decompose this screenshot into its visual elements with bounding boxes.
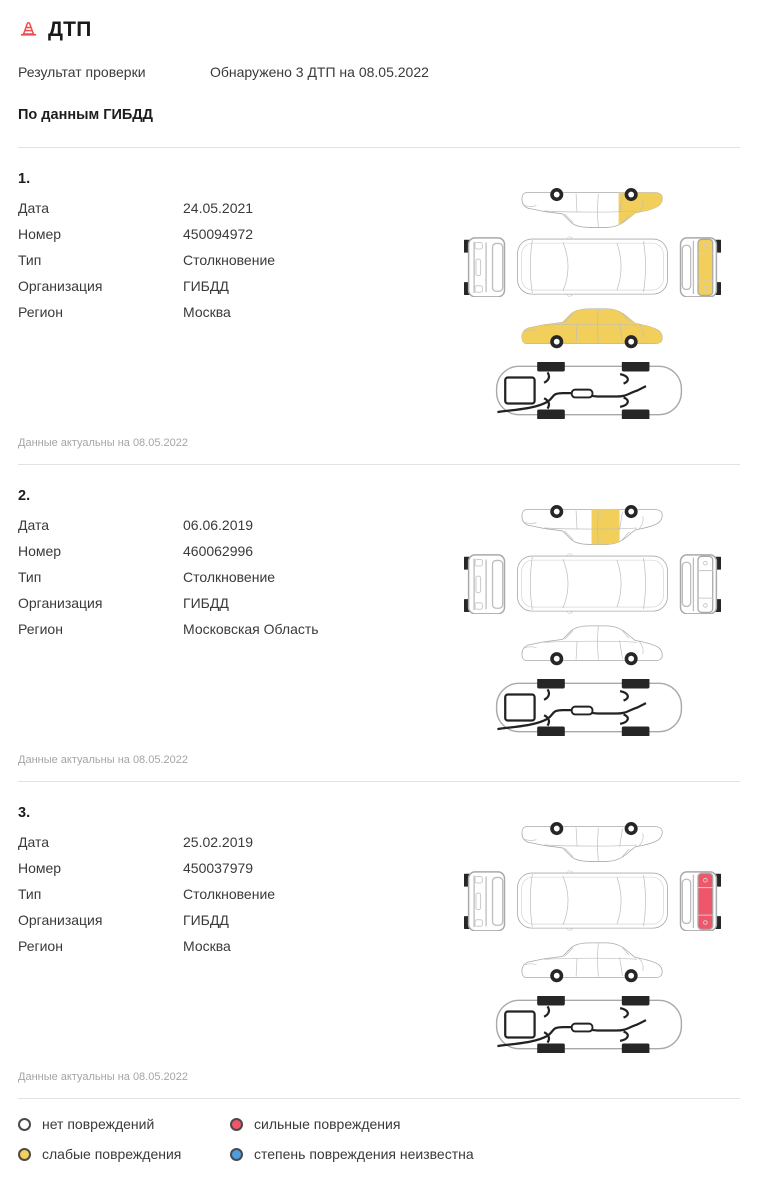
legend-label: степень повреждения неизвестна bbox=[254, 1146, 474, 1162]
field-value: ГИБДД bbox=[183, 278, 229, 294]
legend-item bbox=[230, 1146, 474, 1162]
check-result-row bbox=[18, 64, 740, 80]
field-label: Дата bbox=[18, 517, 50, 533]
car-top-view bbox=[516, 553, 669, 614]
accident-record bbox=[18, 782, 740, 1099]
record-footnote: Данные актуальны на 08.05.2022 bbox=[18, 754, 188, 766]
accident-record bbox=[18, 465, 740, 782]
unknown-damage-swatch bbox=[230, 1148, 243, 1161]
field-label: Тип bbox=[18, 569, 42, 585]
field-value: Москва bbox=[183, 304, 231, 320]
source-heading: По данным ГИБДД bbox=[18, 107, 153, 123]
record-index: 3. bbox=[18, 805, 31, 821]
car-underbody-view bbox=[494, 362, 684, 419]
record-index: 1. bbox=[18, 171, 31, 187]
traffic-cone-icon bbox=[18, 20, 39, 41]
record-fields bbox=[18, 169, 462, 427]
car-left-side-view bbox=[520, 304, 665, 354]
damage-diagrams bbox=[462, 803, 740, 1061]
field-label: Номер bbox=[18, 226, 62, 242]
field-label: Дата bbox=[18, 834, 50, 850]
field-label: Регион bbox=[18, 621, 63, 637]
no-damage-swatch bbox=[18, 1118, 31, 1131]
field-value: Столкновение bbox=[183, 569, 276, 585]
damage-diagrams bbox=[462, 169, 740, 427]
field-value: 450037979 bbox=[183, 860, 254, 876]
field-label: Организация bbox=[18, 595, 103, 611]
car-rear-view bbox=[675, 871, 721, 932]
legend-label: нет повреждений bbox=[42, 1116, 155, 1132]
field-label: Тип bbox=[18, 252, 42, 268]
field-label: Регион bbox=[18, 304, 63, 320]
field-label: Номер bbox=[18, 543, 62, 559]
page-header bbox=[18, 0, 740, 42]
field-label: Тип bbox=[18, 886, 42, 902]
car-front-view bbox=[464, 871, 510, 932]
record-footnote: Данные актуальны на 08.05.2022 bbox=[18, 437, 188, 449]
car-left-side-view bbox=[520, 621, 665, 671]
field-value: Московская Область bbox=[183, 621, 319, 637]
car-underbody-view bbox=[494, 679, 684, 736]
page-title: ДТП bbox=[48, 18, 92, 41]
field-label: Организация bbox=[18, 278, 103, 294]
car-right-side-view bbox=[520, 182, 665, 232]
field-value: 450094972 bbox=[183, 226, 254, 242]
field-value: Москва bbox=[183, 938, 231, 954]
car-front-view bbox=[464, 554, 510, 615]
field-value: 460062996 bbox=[183, 543, 254, 559]
legend-label: сильные повреждения bbox=[254, 1116, 401, 1132]
car-rear-view bbox=[675, 554, 721, 615]
car-front-view bbox=[464, 237, 510, 298]
record-fields bbox=[18, 803, 462, 1061]
car-left-side-view bbox=[520, 938, 665, 988]
legend-item bbox=[18, 1116, 230, 1132]
car-top-view bbox=[516, 870, 669, 931]
field-value: 24.05.2021 bbox=[183, 200, 254, 216]
legend-item bbox=[230, 1116, 474, 1132]
damage-diagrams bbox=[462, 486, 740, 744]
result-label: Результат проверки bbox=[18, 64, 146, 80]
car-right-side-view bbox=[520, 816, 665, 866]
car-rear-view bbox=[675, 237, 721, 298]
record-footnote: Данные актуальны на 08.05.2022 bbox=[18, 1071, 188, 1083]
result-value: Обнаружено 3 ДТП на 08.05.2022 bbox=[210, 64, 429, 80]
legend-label: слабые повреждения bbox=[42, 1146, 182, 1162]
field-label: Регион bbox=[18, 938, 63, 954]
field-value: ГИБДД bbox=[183, 912, 229, 928]
accident-record bbox=[18, 148, 740, 465]
record-index: 2. bbox=[18, 488, 31, 504]
field-value: 06.06.2019 bbox=[183, 517, 254, 533]
strong-damage-swatch bbox=[230, 1118, 243, 1131]
car-right-side-view bbox=[520, 499, 665, 549]
field-label: Номер bbox=[18, 860, 62, 876]
field-label: Организация bbox=[18, 912, 103, 928]
field-value: 25.02.2019 bbox=[183, 834, 254, 850]
field-value: ГИБДД bbox=[183, 595, 229, 611]
car-top-view bbox=[516, 236, 669, 297]
weak-damage-swatch bbox=[18, 1148, 31, 1161]
field-value: Столкновение bbox=[183, 886, 276, 902]
car-underbody-view bbox=[494, 996, 684, 1053]
record-fields bbox=[18, 486, 462, 744]
field-value: Столкновение bbox=[183, 252, 276, 268]
field-label: Дата bbox=[18, 200, 50, 216]
legend-item bbox=[18, 1146, 230, 1162]
damage-legend bbox=[18, 1099, 740, 1176]
